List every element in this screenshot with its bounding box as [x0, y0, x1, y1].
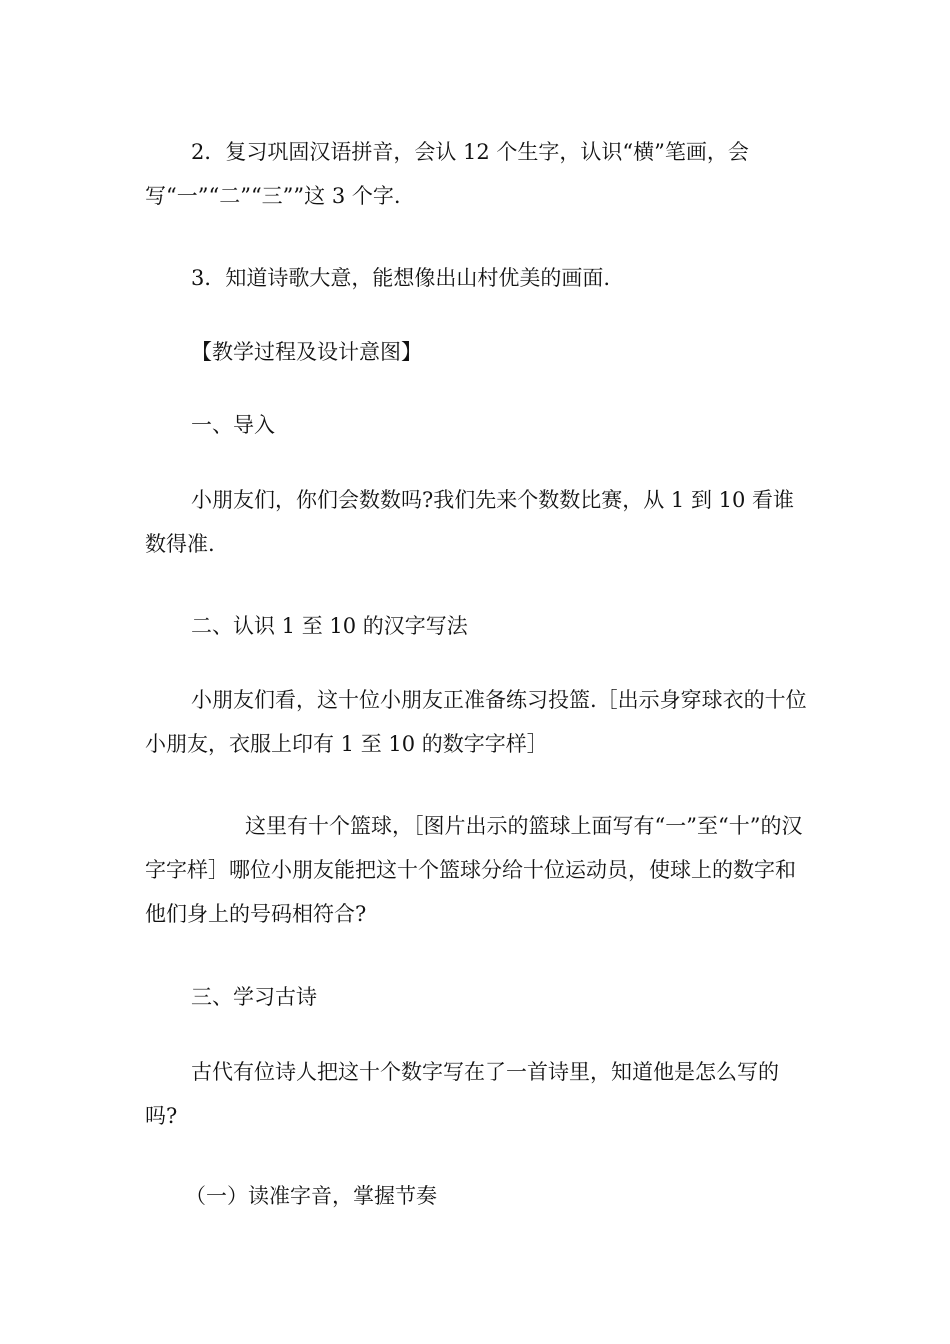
section-heading: 【教学过程及设计意图】 [191, 340, 422, 364]
paragraph-basketballs: 这里有十个篮球，［图片出示的篮球上面写有“一”至“十”的汉字字样］哪位小朋友能把这十个篮球分给十位运动员，使球上的数字和他们身上的号码相符合? [145, 814, 803, 926]
heading-poem: 三、学习古诗 [191, 985, 317, 1009]
heading-numerals: 二、认识 1 至 10 的汉字写法 [191, 614, 468, 638]
heading-intro: 一、导入 [191, 413, 275, 437]
paragraph-players: 小朋友们看，这十位小朋友正准备练习投篮.［出示身穿球衣的十位小朋友，衣服上印有 1 至 10 的数字字样］ [145, 688, 807, 756]
objective-3: 3．知道诗歌大意，能想像出山村优美的画面. [191, 266, 611, 290]
heading-pronunciation: （一）读准字音，掌握节奏 [185, 1184, 437, 1208]
objective-2: 2．复习巩固汉语拼音，会认 12 个生字，认识“横”笔画，会写“一”“二”“三””这 3 个字. [145, 140, 749, 208]
paragraph-poem: 古代有位诗人把这十个数字写在了一首诗里，知道他是怎么写的吗? [145, 1060, 779, 1128]
paragraph-intro: 小朋友们，你们会数数吗?我们先来个数数比赛，从 1 到 10 看谁数得准. [145, 488, 795, 556]
